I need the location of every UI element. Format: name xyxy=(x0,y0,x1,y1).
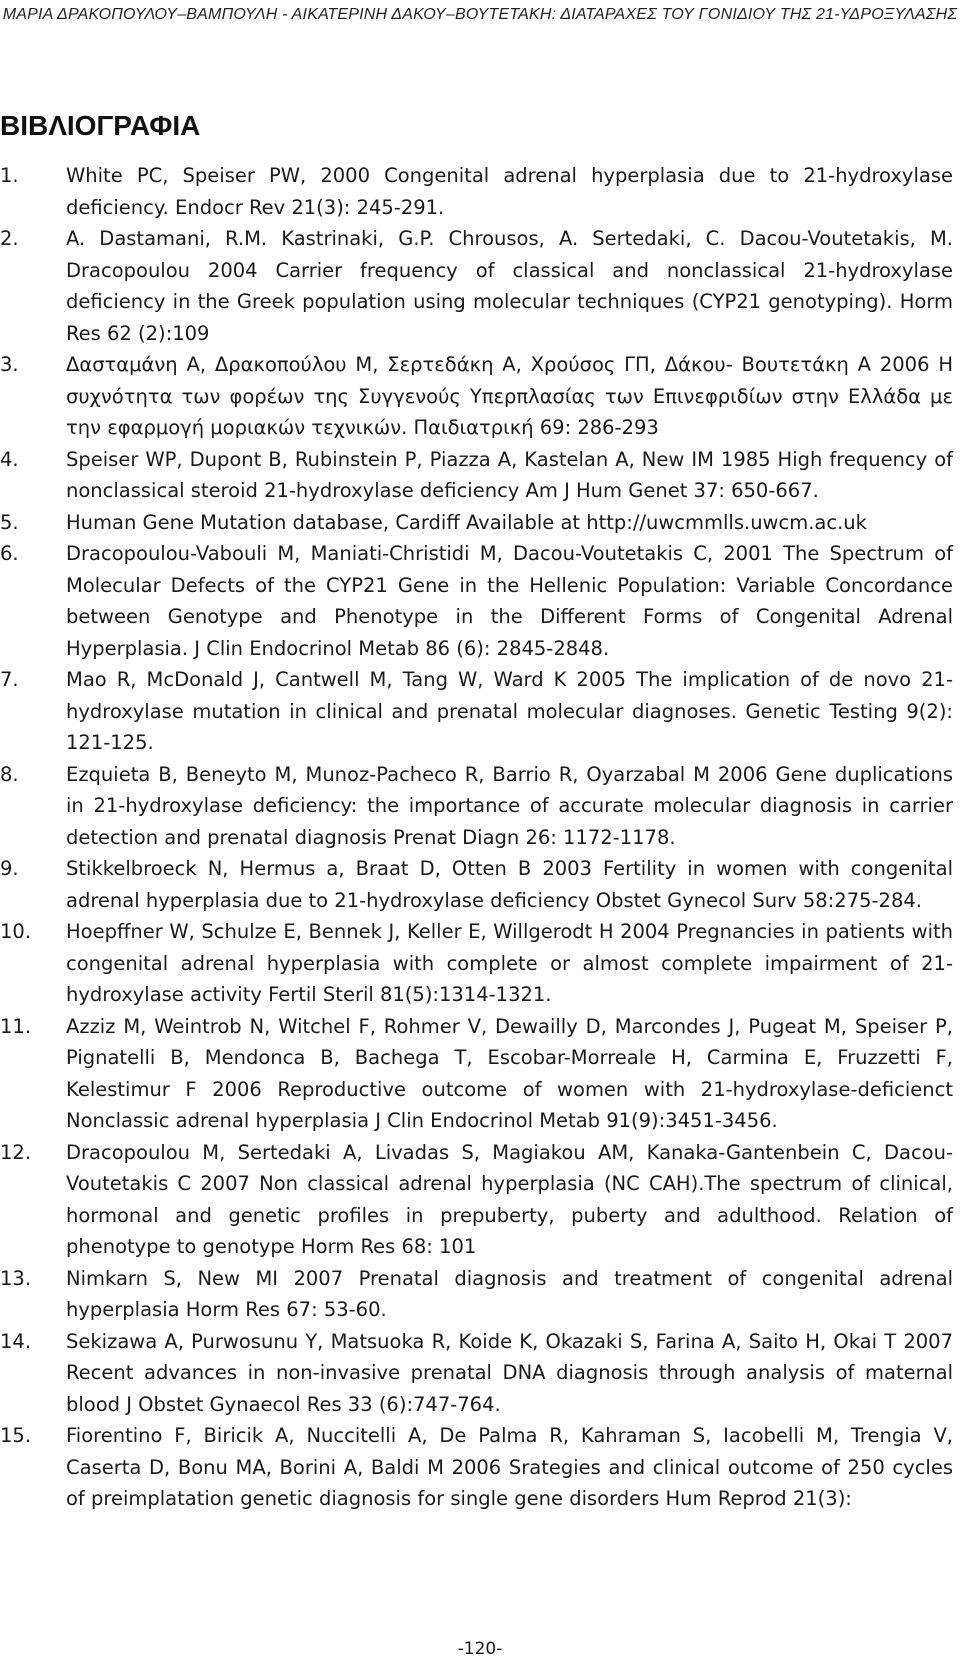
reference-number: 9. xyxy=(0,857,19,880)
reference-item xyxy=(0,1420,953,1515)
reference-item xyxy=(0,1137,953,1263)
reference-number: 10. xyxy=(0,920,32,943)
reference-item xyxy=(0,1263,953,1326)
reference-number: 3. xyxy=(0,353,19,376)
reference-item xyxy=(0,349,953,444)
reference-item xyxy=(0,1326,953,1421)
running-header: ΜΑΡΙΑ ΔΡΑΚΟΠΟΥΛΟΥ–ΒΑΜΠΟΥΛΗ - ΑΙΚΑΤΕΡΙΝΗ ΔΑΚΟΥ–ΒΟΥΤΕΤΑΚΗ: ΔΙΑΤΑΡΑΧΕΣ ΤΟΥ ΓΟΝΙΔΙΟΥ ΤΗΣ 21-ΥΔΡΟΞΥΛΑΣΗΣ xyxy=(2,6,958,23)
reference-item xyxy=(0,538,953,664)
reference-number: 2. xyxy=(0,227,19,250)
reference-item xyxy=(0,507,953,539)
reference-item xyxy=(0,916,953,1011)
reference-text: A. Dastamani, R.M. Kastrinaki, G.P. Chrousos, A. Sertedaki, C. Dacou-Voutetakis, M. Dracopoulou 2004 Carrier frequency of classical and nonclassical 21-hydroxylase deficiency in the Greek population using molecular techniques (CYP21 genotyping). Horm Res 62 (2):109 xyxy=(66,227,953,345)
reference-text: Speiser WP, Dupont B, Rubinstein P, Piazza A, Kastelan A, New IM 1985 High frequency of nonclassical steroid 21-hydroxylase deficiency Am J Hum Genet 37: 650-667. xyxy=(66,447,953,502)
reference-text: White PC, Speiser PW, 2000 Congenital adrenal hyperplasia due to 21-hydroxylase deficiency. Endocr Rev 21(3): 245-291. xyxy=(66,164,953,219)
reference-text: Human Gene Mutation database, Cardiff Available at http://uwcmmlls.uwcm.ac.uk xyxy=(66,510,867,534)
reference-number: 7. xyxy=(0,668,19,691)
reference-text: Mao R, McDonald J, Cantwell M, Tang W, Ward K 2005 The implication of de novo 21-hydroxylase mutation in clinical and prenatal molecular diagnoses. Genetic Testing 9(2): 121-125. xyxy=(66,668,953,754)
reference-number: 14. xyxy=(0,1329,32,1353)
reference-number: 12. xyxy=(0,1140,32,1164)
reference-item xyxy=(0,160,953,223)
reference-list xyxy=(0,160,953,1515)
reference-text: Nimkarn S, New MI 2007 Prenatal diagnosis and treatment of congenital adrenal hyperplasia Horm Res 67: 53-60. xyxy=(66,1266,953,1321)
reference-text: Stikkelbroeck N, Hermus a, Braat D, Otten B 2003 Fertility in women with congenital adrenal hyperplasia due to 21-hydroxylase deficiency Obstet Gynecol Surv 58:275-284. xyxy=(66,857,953,912)
reference-number: 4. xyxy=(0,447,19,471)
reference-item xyxy=(0,1011,953,1137)
reference-text: Δασταμάνη Α, Δρακοπούλου Μ, Σερτεδάκη Α, Χρούσος ΓΠ, Δάκου- Βουτετάκη Α 2006 Η συχνότητα των φορέων της Συγγενούς Υπερπλασίας των Επινεφριδίων στην Ελλάδα με την εφαρμογή μοριακών τεχνικών. Παιδιατρική 69: 286-293 xyxy=(66,353,953,439)
reference-text: Dracopoulou M, Sertedaki A, Livadas S, Magiakou AM, Kanaka-Gantenbein C, Dacou-Voutetakis C 2007 Non classical adrenal hyperplasia (NC CAH).The spectrum of clinical, hormonal and genetic profiles in prepuberty, puberty and adulthood. Relation of phenotype to genotype Horm Res 68: 101 xyxy=(66,1140,953,1258)
reference-number: 15. xyxy=(0,1424,32,1447)
section-title: ΒΙΒΛΙΟΓΡΑΦΙΑ xyxy=(0,110,201,141)
reference-number: 8. xyxy=(0,762,19,786)
reference-item xyxy=(0,223,953,349)
reference-item xyxy=(0,853,953,916)
reference-text: Fiorentino F, Biricik A, Nuccitelli A, De Palma R, Kahraman S, Iacobelli M, Trengia V, Caserta D, Bonu MA, Borini A, Baldi M 2006 Srategies and clinical outcome of 250 cycles of preimplatation genetic diagnosis for single gene disorders Hum Reprod 21(3): xyxy=(66,1424,953,1510)
reference-number: 5. xyxy=(0,510,19,534)
reference-text: Ezquieta B, Beneyto M, Munoz-Pacheco R, Barrio R, Oyarzabal M 2006 Gene duplications in 21-hydroxylase deficiency: the importance of accurate molecular diagnosis in carrier detection and prenatal diagnosis Prenat Diagn 26: 1172-1178. xyxy=(66,762,953,849)
reference-item xyxy=(0,444,953,507)
reference-number: 1. xyxy=(0,164,19,187)
page-number: -120- xyxy=(457,1639,503,1659)
reference-text: Hoepffner W, Schulze E, Bennek J, Keller E, Willgerodt H 2004 Pregnancies in patients with congenital adrenal hyperplasia with complete or almost complete impairment of 21-hydroxylase activity Fertil Steril 81(5):1314-1321. xyxy=(66,920,953,1006)
reference-number: 13. xyxy=(0,1266,32,1290)
reference-text: Azziz M, Weintrob N, Witchel F, Rohmer V, Dewailly D, Marcondes J, Pugeat M, Speiser P, Pignatelli B, Mendonca B, Bachega T, Escobar-Morreale H, Carmina E, Fruzzetti F, Kelestimur F 2006 Reproductive outcome of women with 21-hydroxylase-deficienct Nonclassic adrenal hyperplasia J Clin Endocrinol Metab 91(9):3451-3456. xyxy=(66,1014,953,1132)
reference-item xyxy=(0,759,953,854)
reference-text: Sekizawa A, Purwosunu Y, Matsuoka R, Koide K, Okazaki S, Farina A, Saito H, Okai T 2007 Recent advances in non-invasive prenatal DNA diagnosis through analysis of maternal blood J Obstet Gynaecol Res 33 (6):747-764. xyxy=(66,1329,953,1416)
reference-text: Dracopoulou-Vabouli M, Maniati-Christidi M, Dacou-Voutetakis C, 2001 The Spectrum of Molecular Defects of the CYP21 Gene in the Hellenic Population: Variable Concordance between Genotype and Phenotype in the Different Forms of Congenital Adrenal Hyperplasia. J Clin Endocrinol Metab 86 (6): 2845-2848. xyxy=(66,542,953,660)
reference-number: 11. xyxy=(0,1014,32,1038)
reference-number: 6. xyxy=(0,542,19,565)
reference-item xyxy=(0,664,953,759)
